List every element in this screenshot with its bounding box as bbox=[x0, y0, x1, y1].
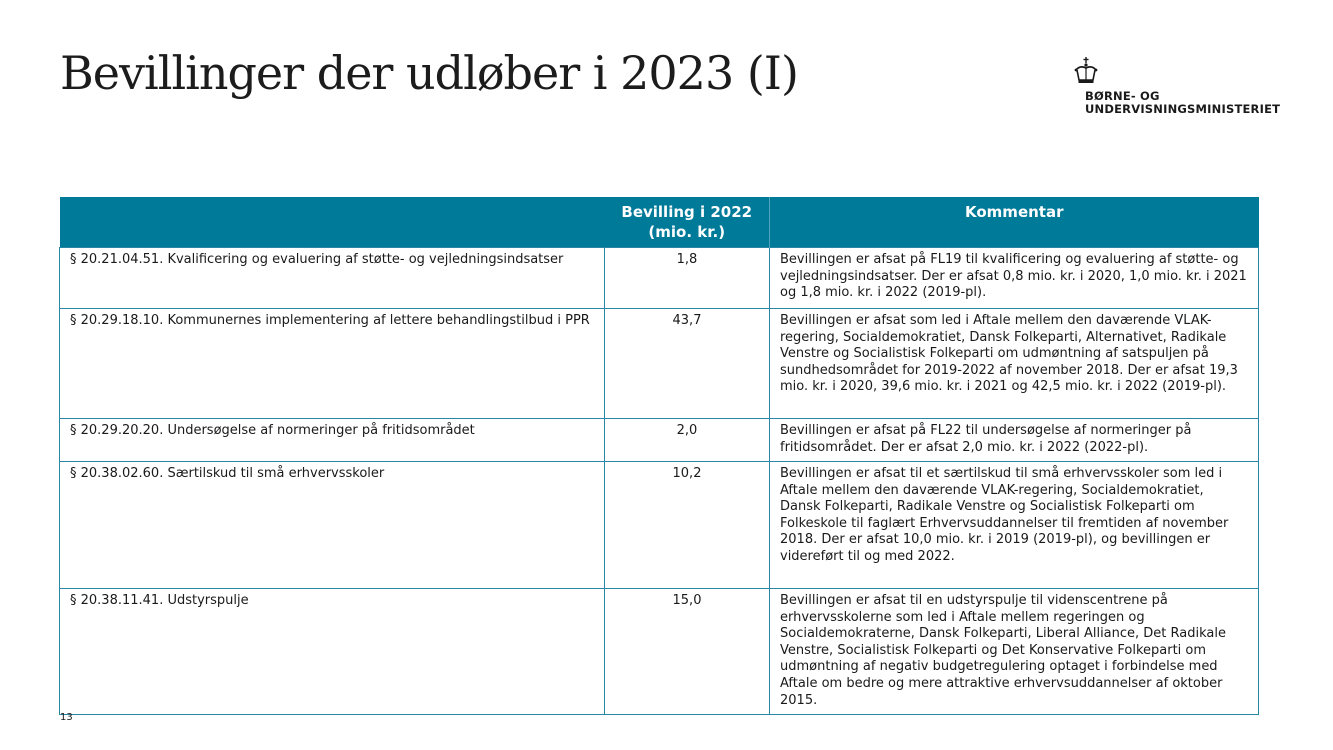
row-item: § 20.38.11.41. Udstyrspulje bbox=[60, 589, 605, 715]
ministry-logo bbox=[1085, 56, 1285, 116]
row-item: § 20.29.20.20. Undersøgelse af normeringer på fritidsområdet bbox=[60, 419, 605, 462]
row-item: § 20.29.18.10. Kommunernes implementering af lettere behandlingstilbud i PPR bbox=[60, 309, 605, 419]
grants-table bbox=[59, 197, 1259, 715]
header-comment: Kommentar bbox=[770, 197, 1259, 248]
slide-title: Bevillinger der udløber i 2023 (I) bbox=[60, 46, 798, 100]
row-comment: Bevillingen er afsat til en udstyrspulje til videnscentrene på erhvervsskolerne som led i Aftale mellem regeringen og Socialdemokraterne, Dansk Folkeparti, Liberal Alliance, Det Radikale Venstre, Socialistisk Folkeparti og Det Konservative Folkeparti om udmøntning af negativ budgetregulering optaget i forbindelse med Aftale om bedre og mere attraktive erhvervsuddannelser af oktober 2015. bbox=[770, 589, 1259, 715]
row-amount: 15,0 bbox=[605, 589, 770, 715]
row-amount: 1,8 bbox=[605, 248, 770, 309]
row-amount: 2,0 bbox=[605, 419, 770, 462]
row-amount: 43,7 bbox=[605, 309, 770, 419]
table-row bbox=[60, 248, 1259, 309]
logo-line-1: BØRNE- OG bbox=[1085, 89, 1160, 103]
row-comment: Bevillingen er afsat på FL19 til kvalificering og evaluering af støtte- og vejledningsindsatser. Der er afsat 0,8 mio. kr. i 2020, 1,0 mio. kr. i 2021 og 1,8 mio. kr. i 2022 (2019-pl). bbox=[770, 248, 1259, 309]
table-header-row bbox=[60, 197, 1259, 248]
row-item: § 20.38.02.60. Særtilskud til små erhvervsskoler bbox=[60, 462, 605, 589]
table-row bbox=[60, 462, 1259, 589]
page-number: 13 bbox=[60, 712, 73, 723]
table-row bbox=[60, 309, 1259, 419]
table-row bbox=[60, 589, 1259, 715]
logo-line-2: UNDERVISNINGSMINISTERIET bbox=[1085, 102, 1281, 116]
row-amount: 10,2 bbox=[605, 462, 770, 589]
row-comment: Bevillingen er afsat til et særtilskud til små erhvervsskoler som led i Aftale mellem den daværende VLAK-regering, Socialdemokratiet, Dansk Folkeparti, Radikale Venstre og Socialistisk Folkeparti om Folkeskole til faglært Erhvervsuddannelser til fremtiden af november 2018. Der er afsat 10,0 mio. kr. i 2019 (2019-pl), og bevillingen er videreført til og med 2022. bbox=[770, 462, 1259, 589]
table-row bbox=[60, 419, 1259, 462]
header-amount: Bevilling i 2022 (mio. kr.) bbox=[605, 197, 770, 248]
row-item: § 20.21.04.51. Kvalificering og evaluering af støtte- og vejledningsindsatser bbox=[60, 248, 605, 309]
header-item bbox=[60, 197, 605, 248]
crown-icon bbox=[1072, 56, 1100, 86]
row-comment: Bevillingen er afsat på FL22 til undersøgelse af normeringer på fritidsområdet. Der er afsat 2,0 mio. kr. i 2022 (2022-pl). bbox=[770, 419, 1259, 462]
row-comment: Bevillingen er afsat som led i Aftale mellem den daværende VLAK-regering, Socialdemokratiet, Dansk Folkeparti, Alternativet, Radikale Venstre og Socialistisk Folkeparti om udmøntning af satspuljen på sundhedsområdet for 2019-2022 af november 2018. Der er afsat 19,3 mio. kr. i 2020, 39,6 mio. kr. i 2021 og 42,5 mio. kr. i 2022 (2019-pl). bbox=[770, 309, 1259, 419]
